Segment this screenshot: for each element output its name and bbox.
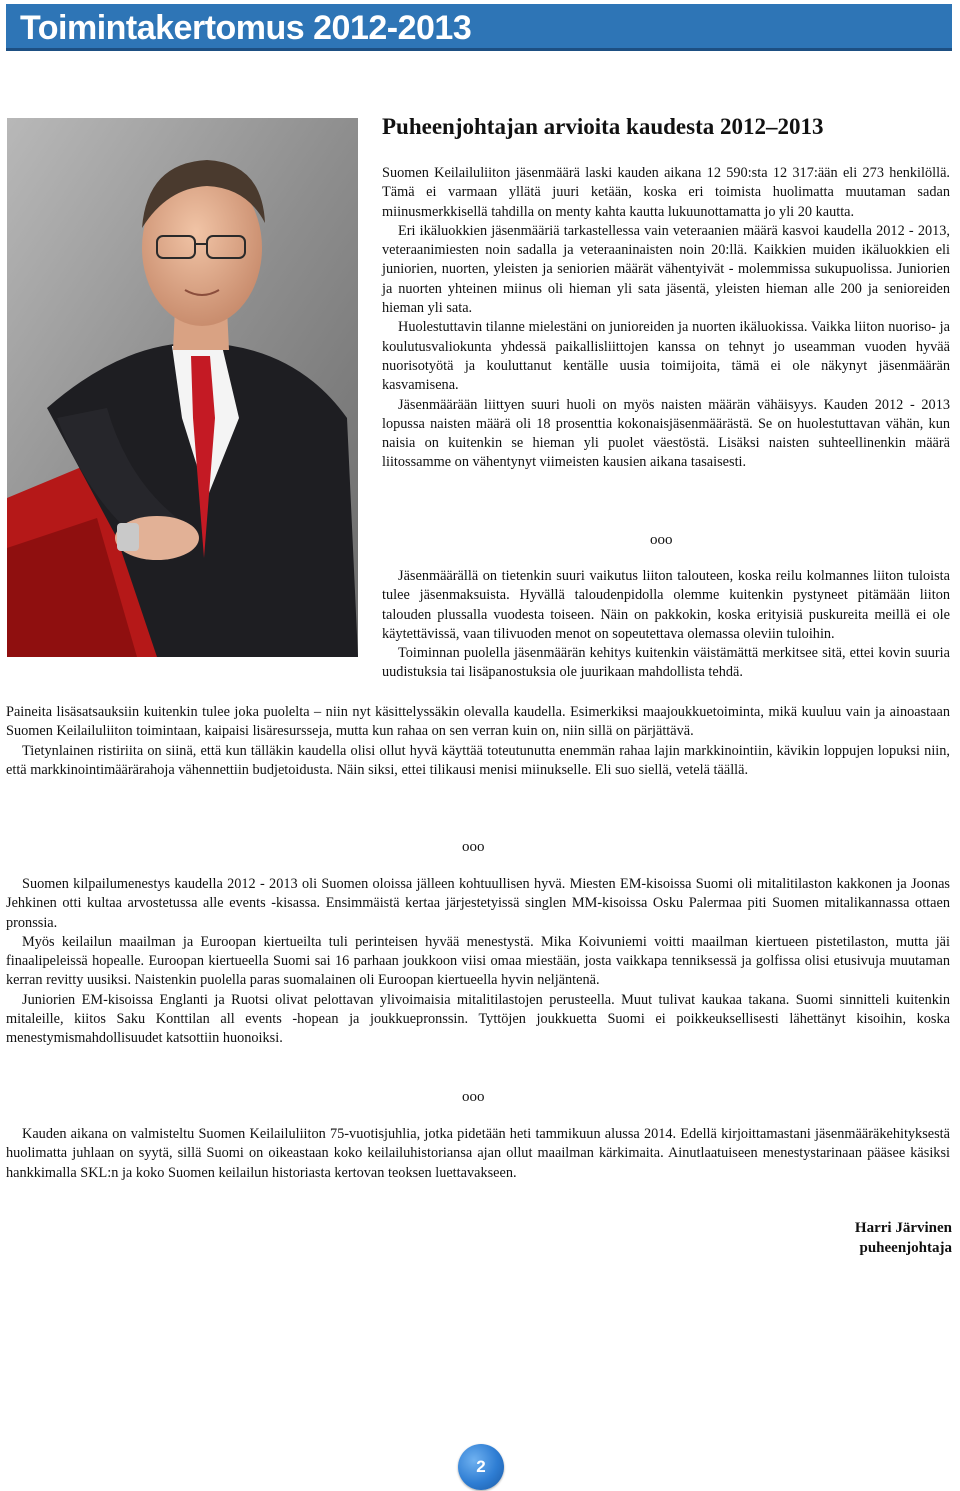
intro-column <box>382 164 950 473</box>
chairman-portrait-photo <box>7 118 358 657</box>
paragraph: Huolestuttavin tilanne mielestäni on junioreiden ja nuorten ikäluokissa. Vaikka liiton nuoriso- ja koulutusvaliokunta yhdessä paikallisliittojen kanssa on tehnyt jo useamman vuoden hyvää nuorisotyötä ja kouluttanut kentälle uusia toimijoita, tämä ei ole näkynyt jäsenmäärän kasvamisena. <box>382 319 950 394</box>
section-separator: ooo <box>650 532 673 548</box>
competition-section <box>6 875 950 1049</box>
paragraph: Suomen kilpailumenestys kaudella 2012 - 2013 oli Suomen oloissa jälleen kohtuullisen hyvä. Miesten EM-kisoissa Suomi oli mitalitilaston kakkonen ja Joonas Jehkinen otti kultaa arvostetussa alle events -kisassa. Ensimmäistä kertaa järjestetyissä singlen MM-kisoissa Osku Palermaa piti Suomen mitalikannassa ottaen pronssia. <box>6 876 950 931</box>
document-header <box>6 4 952 51</box>
signature-role: puheenjohtaja <box>859 1240 952 1256</box>
finance-full-width <box>6 703 950 780</box>
paragraph: Tietynlainen ristiriita on siinä, että kun tälläkin kaudella olisi ollut hyvä käyttää toteutunutta enemmän rahaa lajin markkinointiin, kävikin loppujen lopuksi niin, että markkinointimäärärahoja vähennettiin budjetoidusta. Näin siksi, ettei tilikausi menisi miinukselle. Eli suo siellä, vetelä täällä. <box>6 742 950 778</box>
section-separator: ooo <box>462 1089 485 1105</box>
paragraph: Myös keilailun maailman ja Euroopan kiertueilta tuli perinteisen hyvää menestystä. Mika Koivuniemi voitti maailman kiertueen pistetilaston, mutta jäi finaalipeleissä hopealle. Euroopan kiertueella Suomi sai 16 parhaan joukkoon viisi omaa miestään, josta vaikkapa tenniksessä ja golfissa olisi etusivuja muutaman kerran revitty uusiksi. Naistenkin puolella paras suomalainen oli Euroopan kiertueella hyvin neljäntenä. <box>6 933 950 989</box>
signature-name: Harri Järvinen <box>854 1220 952 1236</box>
anniversary-section <box>6 1125 950 1183</box>
article-title: Puheenjohtajan arvioita kaudesta 2012–2013 <box>382 114 824 139</box>
paragraph: Jäsenmäärällä on tietenkin suuri vaikutus liiton talouteen, koska reilu kolmannes liiton tuloista tulee jäsenmaksuista. Hyvällä taloudenpidolla olemme kuitenkin pystyneet pitämään liiton talouden plussalla vuodesta toiseen. Näin on pakkokin, koska erityisiä puskureita meillä ei ole käytettävissä, vaan tilivuoden menot on sopeutettava olemassa oleviin tuloihin. <box>382 568 950 642</box>
paragraph: Eri ikäluokkien jäsenmääriä tarkastellessa vain veteraanien määrä kasvoi kaudella 2012 - 2013, veteraanimiesten noin sadalla ja veteraaninaisten noin 20:llä. Kaikkien muiden ikäluokkien eli juniorien, nuorten, yleisten ja seniorien määrät vähentyivät - molemmissa sukupuolissa. Juniorien ja nuorten yhteinen miinus oli hieman yli sata jäsentä, yleisten hieman alle 200 ja senioreiden hieman yli sata. <box>382 222 950 317</box>
section-separator: ooo <box>462 839 485 855</box>
paragraph: Paineita lisäsatsauksiin kuitenkin tulee joka puolelta – niin nyt käsittelyssäkin olevalla kaudella. Esimerkiksi maajoukkuetoiminta, mikä kuuluu vain ja ainoastaan Suomen Keilailuliiton toimintaan, kaipaisi lisäresursseja, mutta kun rahaa on sen verran kuin on, niin sillä on pärjättävä. <box>6 704 950 740</box>
finance-column <box>382 567 950 683</box>
document-title: Toimintakertomus 2012-2013 <box>20 9 472 47</box>
paragraph: Kauden aikana on valmisteltu Suomen Keilailuliiton 75-vuotisjuhlia, jotka pidetään heti tammikuun alussa 2014. Edellä kirjoittamastani jäsenmääräkehityksestä huolimatta juhlaan on syytä, sillä Suomi on oikeastaan koko keilailuhistoriansa ajan ollut maailman kärkimaita. Ainutlaatuiseen menestystarinaan pääsee käsiksi hankkimalla SKL:n ja koko Suomen keilailun historiasta kertovan teoksen luettavakseen. <box>6 1126 950 1181</box>
signature <box>855 1218 952 1258</box>
page-number-badge: 2 <box>458 1444 504 1490</box>
paragraph: Suomen Keilailuliiton jäsenmäärä laski kauden aikana 12 590:sta 12 317:ään eli 273 henkilöllä. Tämä ei varmaan yllätä juuri ketään, koska eri toimista huolimatta muutaman sadan miinusmerkkisellä tahdilla on menty kahta kautta lukuunottamatta jo yli 20 kautta. <box>382 165 950 220</box>
paragraph: Toiminnan puolella jäsenmäärän kehitys kuitenkin väistämättä merkitsee sitä, ettei kovin suuria uudistuksia tai lisäpanostuksia ole juurikaan mahdollista tehdä. <box>382 645 950 681</box>
paragraph: Jäsenmäärään liittyen suuri huoli on myös naisten määrän vähäisyys. Kauden 2012 - 2013 lopussa naisten määrä oli 18 prosenttia kokonaisjäsenmäärästä. Se on huolestuttavan vähän, kun naisia on kuitenkin se hieman yli puolet väestöstä. Lisäksi naisten suhteellinenkin määrä liitossamme on vähentynyt viimeisten kausien aikana tasaisesti. <box>382 396 950 471</box>
paragraph: Juniorien EM-kisoissa Englanti ja Ruotsi olivat pelottavan ylivoimaisia mitalitilastojen perusteella. Muut tulivat kaukaa takana. Suomi sinnitteli kuitenkin mitaleille, kiitos Saku Konttilan all events -hopean ja joukkuepronssin. Tyttöjen joukkuetta Suomi ei poikkeuksellisesti lähettänyt kisoihin, koska menestymismahdollisuudet katsottiin huonoiksi. <box>6 991 950 1047</box>
